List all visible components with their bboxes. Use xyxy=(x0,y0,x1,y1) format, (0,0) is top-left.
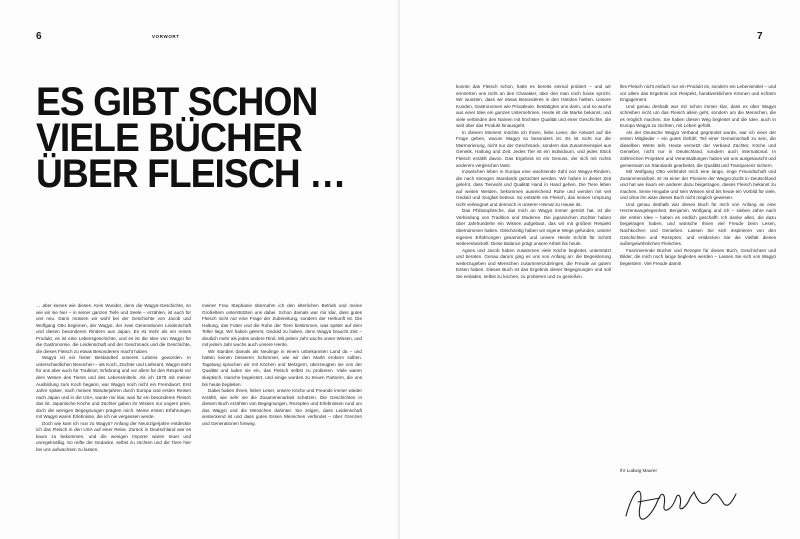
text-column-3 xyxy=(456,84,611,532)
headline xyxy=(36,80,352,196)
paragraph: Und genau deshalb war dieses Buch für mich von Anfang an eine Herzensangelegenheit. Benjamin, Wolfgang und ich – sieben Jahre nach der ersten Idee – haben es endlich geschafft. Ich danke allen, die dazu beigetragen haben, und wünsche Ihnen viel Freude beim Lesen, Nachkochen und Genießen. Lassen Sie sich inspirieren von den Geschichten und Rezepten, und entdecken Sie die Vielfalt dieses außergewöhnlichen Fleisches. xyxy=(620,201,776,247)
paragraph: Und genau deshalb war mir schon immer klar, dass es über Wagyū schreiben nicht um das Fleisch allein geht, sondern um die Menschen, die es möglich machen. Sie haben diesen Weg begleitet und die Idee, auch in Europa Wagyū zu züchten, mit Leben gefüllt. xyxy=(620,103,776,129)
section-label: VORWORT xyxy=(152,34,180,39)
paragraph: Wir standen damals als Neulinge in einem unbekannten Land da – und hatten keinen besseren Schimmer, wie wir den Markt erobern sollten. Tagelang sprachen wir mit Köchen und Metzgern, überzeugten sie von der Qualität und luden sie ein, das Fleisch selbst zu probieren. Viele waren skeptisch, manche begeistert, und einige wurden zu treuen Partnern, die uns bis heute begleiten. xyxy=(202,348,362,387)
paragraph: lles Fleisch nicht einfach nur ein Produkt ist, sondern ein Lebensmittel – und vor allem das Ergebnis von Respekt, handwerklichem Können und echtem Engagement. xyxy=(620,84,776,103)
text-column-1 xyxy=(36,303,191,532)
paragraph: Wagyū ist ein fester Bestandteil unseres Lebens geworden. In unterschiedlichen Bereichen – als Koch, Züchter und Lieferant. Wagyū steht für uns aber auch für Tradition, Erfahrung und vor allem für den Respekt vor dem Wesen des Tieres und des Lebensmittels. Als ich 1978 mit meiner Ausbildung zum Koch begann, war Wagyū noch nicht ein Fremdwort. Erst Jahre später, nach meinen Wanderjahren durch Europa und ersten Reisen nach Japan und in die USA, wurde mir klar, was für ein besonderes Fleisch das ist. Japanische Köche und Züchter gaben ihr Wissen nur ungern preis, doch die wenigen Begegnungen prägten mich. Meine ersten Erfahrungen mit Wagyū waren Erlebnisse, die ich nie vergessen werde. xyxy=(36,355,191,420)
signature-image xyxy=(620,476,740,526)
left-page-number: 6 xyxy=(36,31,42,42)
paragraph: Faszinierende Bücher und Rezepte für dieses Buch, Geschichten und Bilder, die mich noch lange begleiten werden – Lassen Sie sich von Wagyū begeistern. Viel Freude damit! xyxy=(620,247,776,266)
paragraph: In diesem Moment möchte ich Ihnen, liebe Leser, die Antwort auf die Frage geben, warum Wagyū so besonders ist. Es ist nicht nur die Marmorierung, nicht nur der Geschmack, sondern das Zusammenspiel aus Genetik, Haltung und Zeit. Jedes Tier ist ein Individuum, und jedes Stück Fleisch erzählt davon. Das Ergebnis ist ein Genuss, der sich mit nichts anderem vergleichen lässt. xyxy=(456,129,611,168)
author-byline: Ihr Ludwig Maurer xyxy=(620,468,658,473)
paragraph: Dabei haben Ihnen, lieber Leser, unsere Köche und Freunde immer wieder erzählt, wie sehr sie die Zusammenarbeit schätzen. Die Geschichten in diesem Buch erzählen von Begegnungen, Rezepten und Erlebnissen rund um das Wagyū und die Menschen dahinter. Sie zeigen, dass Leidenschaft ansteckend ist und dass gutes Essen Menschen verbindet – über Grenzen und Generationen hinweg. xyxy=(202,388,362,426)
right-page-number: 7 xyxy=(757,31,763,42)
paragraph: konnte das Fleisch schon, hatte es bereits einmal probiert – und wir erinnerten uns nicht an den Charakter, über den man noch heute spricht. Wir wussten, dass wir etwas Besonderes in den Händen hielten. Unsere Kunden, Gastronomen wie Privatleute, bestätigten uns darin, und so wuchs aus einer Idee ein ganzes Unternehmen. Heute ist die Marke bekannt, und viele verbinden den Namen mit höchster Qualität und einer Geschichte, die weit über das Produkt hinausgeht. xyxy=(456,84,611,129)
paragraph: Als der Deutsche Wagyū Verband gegründet wurde, war ich einer der ersten Mitglieder – ein gutes Gefühl, Teil einer Gemeinschaft zu sein, die dieselben Werte teilt. Heute vernetzt der Verband Züchter, Köche und Genießer, nicht nur in Deutschland, sondern auch international. In zahlreichen Projekten und Veranstaltungen haben wir uns ausgetauscht und gemeinsam an Standards gearbeitet, die Qualität und Transparenz sichern. xyxy=(620,129,776,168)
paragraph: Agnes und Jacob haben zusammen viele Köche begleitet, unterstützt und beraten. Genau darum ging es uns von Anfang an: die Begeisterung weiterzugeben und Menschen zusammenzubringen, die Freude an gutem Essen haben. Dieses Buch ist das Ergebnis dieser Begegnungen und soll Sie einladen, selbst zu kochen, zu probieren und zu genießen. xyxy=(456,247,611,279)
paragraph: … aber keines wie dieses. Kein Wunder, denn die Wagyū-Geschichte, so wie wir sie hier – in seiner ganzen Tiefe und Seele – erzählen, ist auch für uns neu. Dann müssen wir wohl bei der Geschichte von Jacob und Wolfgang Otto beginnen, der Wagyū, der zwei Generationen Leidenschaft und diesen besonderen Rindern aus Japan. Es ist mehr als ein reines Produkt, es ist eine Lebensgeschichte, und es ist die Idee von Wagyū für die Gastronomie, die Leidenschaft und der Geschmack und die Geschichte, die dieses Fleisch zu etwas Besonderem macht haben. xyxy=(36,303,191,354)
paragraph: meiner Frau Stephanie übernahm ich den elterlichen Betrieb und meine Großeltern unterstützten uns dabei. Schon damals war mir klar, dass gutes Fleisch nicht nur eine Frage der Zubereitung, sondern der Herkunft ist. Die Haltung, das Futter und die Ruhe der Tiere bestimmen, was später auf dem Teller liegt. Wir haben gelernt, Geduld zu haben, denn Wagyū braucht Zeit – deutlich mehr als jedes andere Rind. Mit jedem Jahr wuchs unser Wissen, und mit jedem Jahr wuchs auch unsere Herde. xyxy=(202,303,362,348)
paragraph: Doch wie kam ich nun zu Wagyū? Anfang der Neunzigerjahre entdeckte ich das Fleisch in den USA auf einer Reise. Zurück in Deutschland war es kaum zu bekommen, und die wenigen Importe waren teuer und unregelmäßig. So reifte der Gedanke, selbst zu züchten und die Tiere hier bei uns aufwachsen zu lassen. xyxy=(36,420,191,453)
headline-line-3: ÜBER FLEISCH … xyxy=(36,152,346,196)
text-column-2 xyxy=(202,303,362,532)
text-column-4 xyxy=(620,84,776,464)
paragraph: Inzwischen leben in Europa eine wachsende Zahl von Wagyū-Rindern, die nach strengen Standards gezüchtet werden. Wir haben in dieser Zeit gelernt, dass Tierwohl und Qualität Hand in Hand gehen. Die Tiere leben auf weiten Weiden, bekommen ausreichend Ruhe und werden mit viel Geduld und Sorgfalt betreut. So entsteht ein Fleisch, das seinen Ursprung nicht verleugnet und dennoch in unserer Heimat zu Hause ist. xyxy=(456,169,611,207)
paragraph: Das Philosophische, das mich an Wagyū immer gereizt hat, ist die Verbindung von Tradition und Moderne. Die japanischen Züchter haben über Jahrhunderte ein Wissen aufgebaut, das wir mit großem Respekt übernommen haben. Gleichzeitig haben wir eigene Wege gefunden, unsere eigenen Erfahrungen gesammelt und unsere Herde Schritt für Schritt weiterentwickelt. Diese Balance prägt unsere Arbeit bis heute. xyxy=(456,208,611,247)
headline-line-1: ES GIBT SCHON xyxy=(36,80,318,124)
headline-line-2: VIELE BÜCHER xyxy=(36,116,302,160)
paragraph: Mit Wolfgang Otto verbindet mich eine lange, enge Freundschaft und Zusammenarbeit. Er ist einer der Pioniere der Wagyū-Zucht in Deutschland und hat wie kaum ein anderer dazu beigetragen, dieses Fleisch bekannt zu machen. Seine Hingabe und sein Wissen sind bis heute ein Vorbild für viele, und ohne ihn wäre dieses Buch nicht möglich gewesen. xyxy=(620,169,776,201)
